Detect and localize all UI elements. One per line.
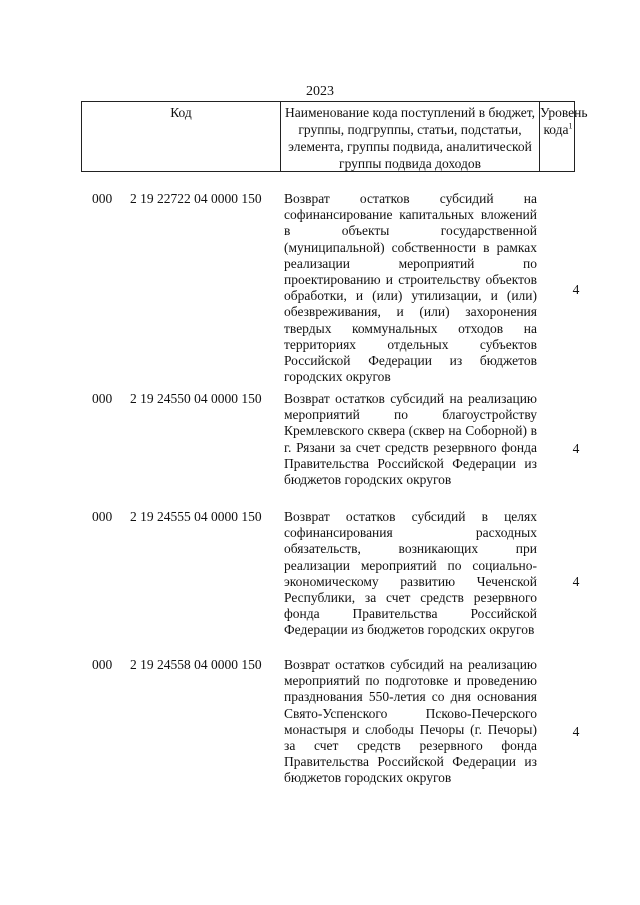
header-code: Код (82, 102, 281, 171)
row-code: 2 19 24558 04 0000 150 (130, 657, 262, 672)
row-name: Возврат остатков субсидий на софинансирование капитальных вложений в объекты государственной (муниципальной) собственности в рамках реализации мероприятий по проектированию и строительству объектов обработки, и (или) утилизации, и (или) обезвреживания, и (или) захоронения твердых коммунальных отходов на территориях отдельных субъектов Российской Федерации из бюджетов городских округов (284, 191, 537, 385)
table-header (81, 101, 588, 172)
header-level-label: Уровень кода (540, 105, 588, 137)
row-level: 4 (572, 574, 580, 589)
footnote-marker: 1 (568, 121, 573, 131)
row-code: 2 19 22722 04 0000 150 (130, 191, 262, 206)
page-number: 2023 (306, 84, 334, 99)
row-name: Возврат остатков субсидий на реализацию мероприятий по подготовке и проведению празднования 550-летия со дня основания Свято-Успенского Псково-Печерского монастыря и слободы Печоры (г. Печоры) за счет средств резервного фонда Правительства Российской Федерации из бюджетов городских округов (284, 657, 537, 786)
row-group-code: 000 (92, 509, 113, 524)
row-code: 2 19 24555 04 0000 150 (130, 509, 262, 524)
header-name: Наименование кода поступлений в бюджет, группы, подгруппы, статьи, подстатьи, элемента, группы подвида, аналитической группы подвида доходов (281, 102, 540, 171)
row-group-code: 000 (92, 391, 113, 406)
row-group-code: 000 (92, 191, 113, 206)
row-level: 4 (572, 724, 580, 739)
header-level (540, 102, 588, 171)
row-group-code: 000 (92, 657, 113, 672)
row-name: Возврат остатков субсидий на реализацию мероприятий по благоустройству Кремлевского сквера (сквер на Соборной) в г. Рязани за счет средств резервного фонда Правительства Российской Федерации из бюджетов городских округов (284, 391, 537, 488)
row-name: Возврат остатков субсидий в целях софинансирования расходных обязательств, возникающих при реализации мероприятий по социально-экономическому развитию Чеченской Республики, за счет средств резервного фонда Правительства Российской Федерации из бюджетов городских округов (284, 509, 537, 638)
row-level: 4 (572, 441, 580, 456)
row-level: 4 (572, 282, 580, 297)
row-code: 2 19 24550 04 0000 150 (130, 391, 262, 406)
